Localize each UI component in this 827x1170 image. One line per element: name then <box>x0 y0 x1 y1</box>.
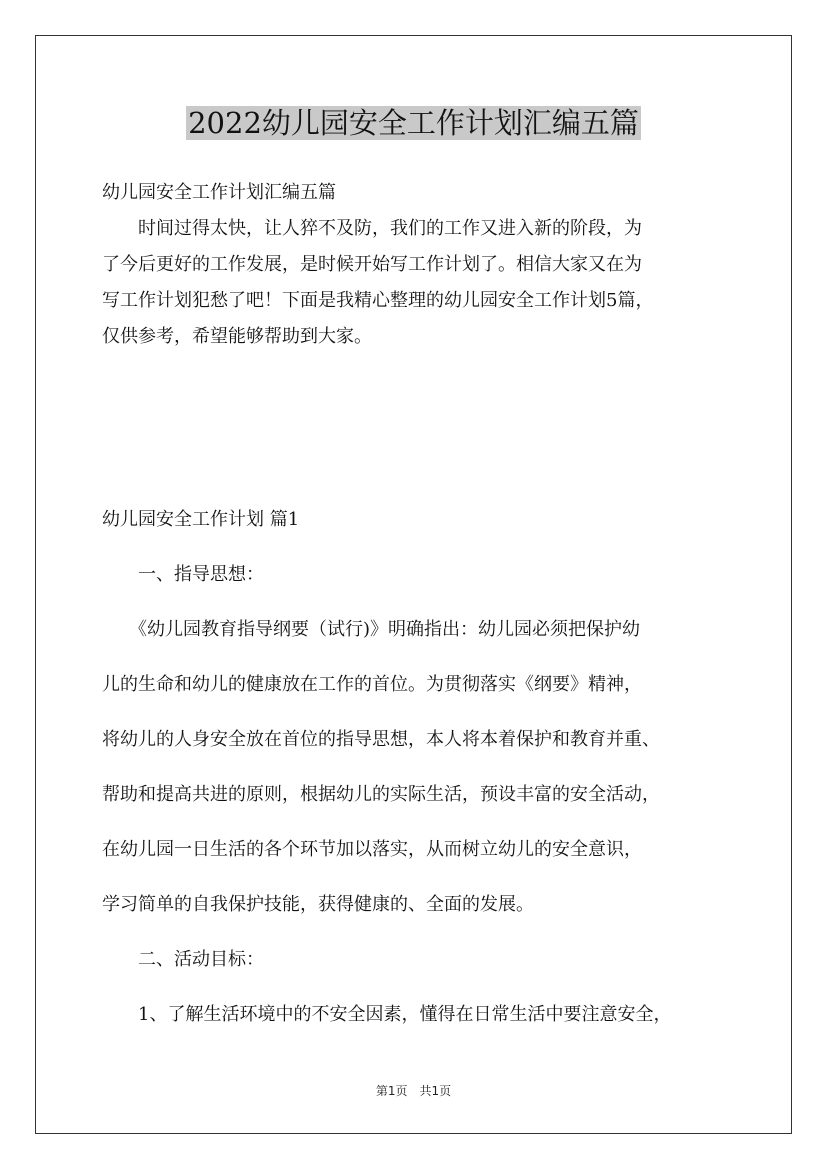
spacer <box>102 703 742 722</box>
intro-line: 时间过得太快，让人猝不及防，我们的工作又进入新的阶段，为 <box>102 218 642 239</box>
spacer <box>102 648 742 667</box>
part1-line: 《幼儿园教育指导纲要（试行)》明确指出：幼儿园必须把保护幼 <box>102 619 641 640</box>
document-body <box>102 175 742 355</box>
section-body <box>102 502 742 1033</box>
intro-line: 了今后更好的工作发展，是时候开始写工作计划了。相信大家又在为 <box>102 254 642 275</box>
intro-line: 写工作计划犯愁了吧！下面是我精心整理的幼儿园安全工作计划5篇， <box>102 290 654 311</box>
part1-heading: 一、指导思想： <box>102 564 264 585</box>
section-heading: 幼儿园安全工作计划 篇1 <box>102 509 300 530</box>
spacer <box>102 868 742 887</box>
part1-line: 学习简单的自我保护技能，获得健康的、全面的发展。 <box>102 894 534 915</box>
spacer <box>102 923 742 942</box>
spacer <box>102 813 742 832</box>
part1-line: 将幼儿的人身安全放在首位的指导思想，本人将本着保护和教育并重、 <box>102 729 660 750</box>
part1-line: 帮助和提高共进的原则，根据幼儿的实际生活，预设丰富的安全活动， <box>102 784 660 805</box>
part1-line: 儿的生命和幼儿的健康放在工作的首位。为贯彻落实《纲要》精神， <box>102 674 642 695</box>
document-title-text: 2022幼儿园安全工作计划汇编五篇 <box>188 106 639 140</box>
part2-heading: 二、活动目标： <box>102 949 264 970</box>
spacer <box>102 538 742 557</box>
part2-line: 1、了解生活环境中的不安全因素，懂得在日常生活中要注意安全， <box>102 1004 672 1025</box>
part1-line: 在幼儿园一日生活的各个环节加以落实，从而树立幼儿的安全意识， <box>102 839 642 860</box>
page-footer: 第1页 共1页 <box>375 1084 452 1098</box>
spacer <box>102 593 742 612</box>
spacer <box>102 758 742 777</box>
subtitle: 幼儿园安全工作计划汇编五篇 <box>102 182 336 203</box>
intro-line: 仅供参考，希望能够帮助到大家。 <box>102 326 372 347</box>
spacer <box>102 978 742 997</box>
document-title <box>0 104 827 142</box>
